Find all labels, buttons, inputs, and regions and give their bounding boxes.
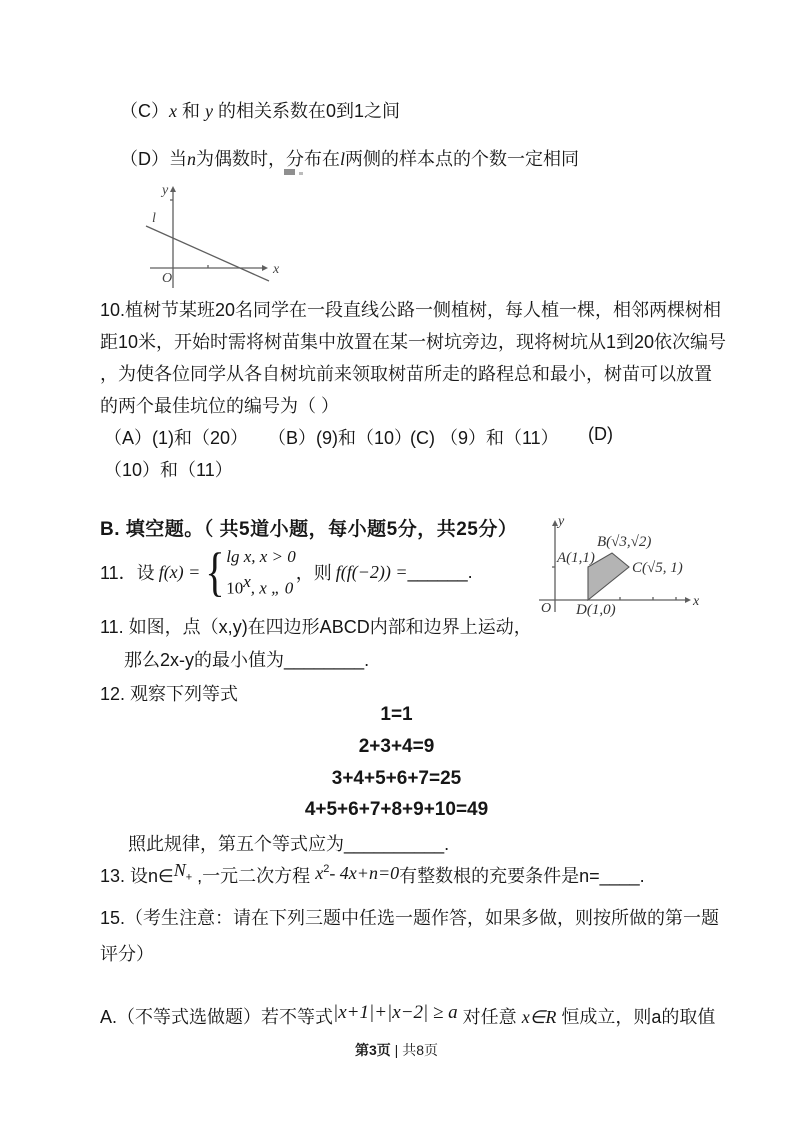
set-n-sub: +	[185, 871, 193, 884]
option-d-text: 两侧的样本点的个数一定相同	[345, 149, 580, 169]
q11a-blank: ______	[407, 561, 468, 582]
figure-quadrilateral-abcd	[531, 510, 703, 620]
q10-option-b: （B）(9)和（10）	[268, 428, 413, 448]
var-l: l	[340, 149, 346, 169]
question-a-inequality	[100, 1003, 715, 1029]
q10-option-c: (C) （9）和（11）	[410, 428, 559, 448]
q10-option-d-continued: （10）和（11）	[104, 460, 233, 480]
fig1-x-label: x	[273, 262, 280, 277]
q10-options-row	[100, 424, 700, 448]
qa-text-3: 恒成立，则a的取值	[556, 1007, 716, 1027]
q13-x: x	[315, 863, 324, 883]
fig2-y-label: y	[558, 514, 565, 529]
q13-text-1: 13. 设n∈	[100, 866, 174, 886]
y-axis-arrow	[170, 186, 176, 192]
qa-text-1: A.（不等式选做题）若不等式	[100, 1007, 334, 1027]
q13-x-sup: 2	[323, 863, 330, 875]
option-c-prefix: （C）	[120, 101, 169, 121]
scan-artifact	[284, 169, 295, 175]
point-d-label: D(1,0)	[576, 602, 616, 618]
q11a-then: ，则	[295, 563, 332, 583]
option-d-mid: 为偶数时，分布在	[196, 149, 340, 169]
q13-text-2: ,一元二次方程	[192, 866, 316, 886]
fig2-x-label: x	[693, 594, 700, 609]
x-axis-arrow	[262, 265, 268, 271]
question-11-piecewise	[100, 543, 473, 601]
q13-eq-rest: - 4x+n=0	[329, 863, 400, 883]
question-15-line2: 评分）	[100, 944, 154, 964]
option-c-mid: 和	[177, 101, 206, 121]
case2-exponent: x	[243, 571, 251, 591]
case-1: lg x, x > 0	[226, 546, 296, 566]
var-x: x	[169, 101, 177, 121]
point-c-label: C(√5, 1)	[632, 560, 683, 576]
section-b-header: B. 填空题。（ 共5道小题，每小题5分，共25分）	[100, 519, 518, 540]
q13-blank: ____.	[599, 866, 645, 886]
question-11-region-line1: 11. 如图，点（x,y)在四边形ABCD内部和边界上运动，	[100, 617, 532, 637]
option-c-text: 的相关系数在0到1之间	[213, 101, 401, 121]
piecewise-cases	[226, 544, 296, 601]
fig1-y-label: y	[162, 183, 169, 198]
footer-total-pages: 共8页	[402, 1042, 438, 1058]
case2-base: 10	[226, 578, 244, 598]
question-11-region-line2: 那么2x-y的最小值为________.	[124, 650, 370, 670]
page-footer	[0, 1040, 793, 1060]
q10-line2: 距10米，开始时需将树苗集中放置在某一树坑旁边，现将树坑从1到20依次编号	[100, 332, 727, 352]
q12-conclusion: 照此规律，第五个等式应为__________.	[128, 834, 450, 854]
q11a-period: .	[467, 561, 473, 582]
question-15-line1: 15.（考生注意：请在下列三题中任选一题作答，如果多做，则按所做的第一题	[100, 908, 720, 928]
q10-option-d: (D)	[588, 424, 613, 444]
footer-page-number: 第3页	[354, 1042, 391, 1058]
fig1-line-label: l	[152, 211, 156, 226]
q12-equation-4: 4+5+6+7+8+9+10=49	[304, 799, 489, 820]
q11a-prefix: 11．设	[100, 563, 155, 583]
case-2	[226, 569, 296, 601]
q10-line1: 10.植树节某班20名同学在一段直线公路一侧植树，每人植一棵，相邻两棵树相	[100, 300, 722, 320]
q12-equation-3: 3+4+5+6+7=25	[331, 768, 462, 789]
fig1-origin-label: O	[162, 271, 173, 286]
option-d-line	[120, 145, 579, 171]
point-b-label: B(√3,√2)	[597, 534, 652, 550]
figure-line-l-graph	[138, 176, 303, 294]
point-a-label: A(1,1)	[557, 550, 595, 566]
question-10	[100, 294, 726, 422]
cases-brace: {	[205, 542, 225, 602]
q10-line4: 的两个最佳坑位的编号为（ ）	[100, 396, 339, 416]
q10-line3: ，为使各位同学从各自树坑前来领取树苗所走的路程总和最小，树苗可以放置	[100, 364, 712, 384]
question-13	[100, 862, 645, 890]
q12-equation-2: 2+3+4=9	[358, 736, 435, 757]
option-c-line	[120, 97, 400, 123]
qa-x-in-r: x∈R	[521, 1007, 557, 1027]
case2-tail: , x „ 0	[250, 578, 294, 598]
q11a-fx: f(x) =	[158, 561, 201, 582]
qa-inequality-math: |x+1|+|x−2| ≥ a	[333, 1002, 458, 1023]
footer-separator: |	[394, 1042, 399, 1058]
question-12-title: 12. 观察下列等式	[100, 684, 239, 704]
qa-text-2: 对任意	[457, 1007, 522, 1027]
set-n-plus: N	[173, 860, 186, 880]
x-axis-arrow	[685, 597, 691, 603]
q10-option-a: （A）(1)和（20）	[104, 428, 249, 448]
fig2-origin-label: O	[541, 601, 552, 616]
q12-equation-1: 1=1	[380, 704, 413, 725]
q13-text-3: 有整数根的充要条件是n=	[399, 866, 600, 886]
scan-artifact-dot	[299, 172, 303, 175]
var-y: y	[205, 101, 214, 121]
var-n: n	[187, 149, 196, 169]
q11a-ff: f(f(−2)) =	[335, 561, 408, 582]
option-d-prefix: （D）当	[120, 149, 187, 169]
